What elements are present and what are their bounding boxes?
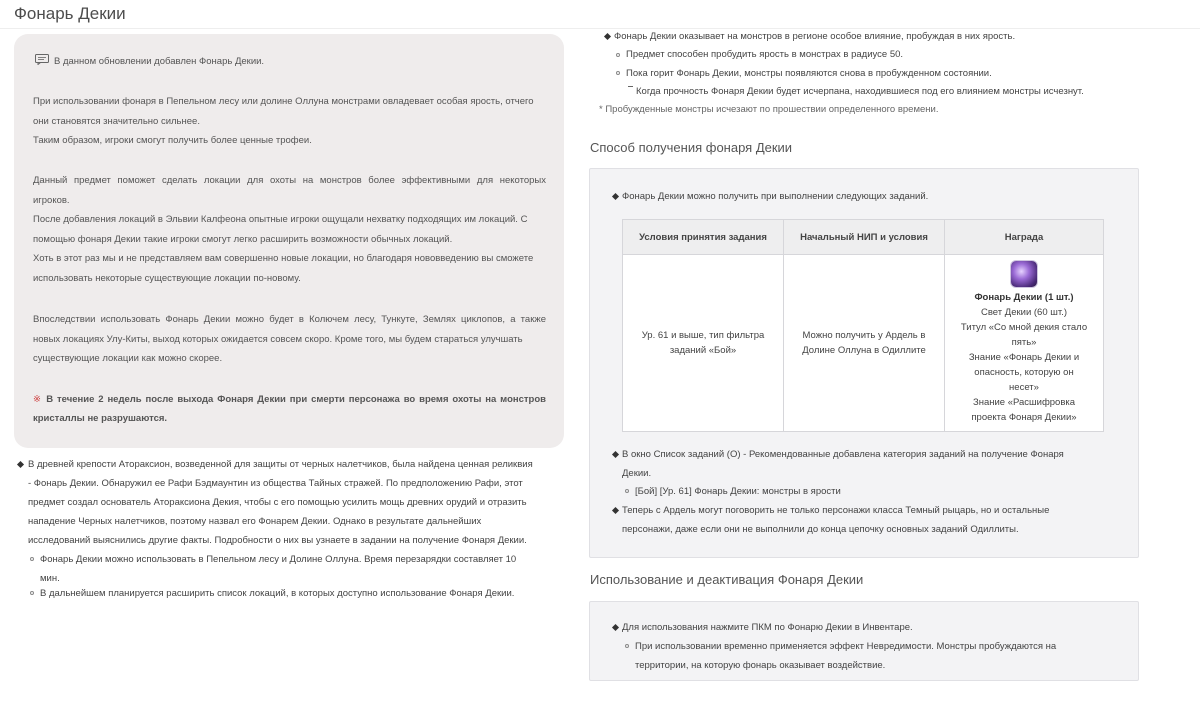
reward-line: опасность, которую он <box>974 367 1074 378</box>
usage-sub-line2: территории, на которую фонарь оказывает воздействие. <box>635 660 886 671</box>
reward-line: Свет Декии (60 шт.) <box>981 307 1067 318</box>
obtain-note1-line2: Декии. <box>622 468 652 479</box>
table-header: Начальный НИП и условия <box>784 220 945 255</box>
page-title: Фонарь Декии <box>14 4 126 23</box>
notice-p3-line1: Впоследствии использовать Фонарь Декии можно будет в Колючем лесу, Тункуте, Землях циклопов, а также <box>33 314 546 325</box>
notice-p3-line2: новых локациях Улу-Киты, выход которых ожидается совсем скоро. Кроме того, мы будем стараться улучшать <box>33 334 523 345</box>
lore-line-3: предмет создал основатель Атораксиона Декия, чтобы с его помощью усилить мощь древних орудий и отразить <box>28 497 527 508</box>
usage-heading: Использование и деактивация Фонаря Декии <box>590 572 864 587</box>
lore-sub1-line1: Фонарь Декии можно использовать в Пепельном лесу и Долине Оллуна. Время перезарядки составляет 10 <box>40 554 517 565</box>
notice-p2-line3: После добавления локаций в Эльвии Калфеона опытные игроки ощущали нехватку подходящих им локаций. С <box>33 214 528 225</box>
conditions-line: заданий «Бой» <box>669 345 737 356</box>
obtain-note1-sub: [Бой] [Ур. 61] Фонарь Декии: монстры в ярости <box>635 486 841 497</box>
reward-line: Знание «Фонарь Декии и <box>968 352 1080 363</box>
obtain-heading: Способ получения фонаря Декии <box>590 140 793 155</box>
bullet-diamond-icon <box>604 33 611 40</box>
npc-line: Можно получить у Ардель в <box>802 330 926 341</box>
npc-line: Долине Оллуна в Одиллите <box>802 345 926 356</box>
notice-warning-line1 <box>33 390 546 410</box>
notice-p3-line3: существующие локации как можно скорее. <box>33 353 223 364</box>
table-header-row <box>623 220 1104 255</box>
table-header: Условия принятия задания <box>623 220 784 255</box>
table-header: Награда <box>945 220 1104 255</box>
reward-line: Титул «Со мной декия стало <box>960 322 1088 333</box>
table-cell-reward <box>945 255 1104 432</box>
usage-sub-line1: При использовании временно применяется эффект Невредимости. Монстры пробуждаются на <box>635 641 1057 652</box>
effects-sub1: Предмет способен пробудить ярость в монстрах в радиусе 50. <box>626 49 904 60</box>
notice-intro: В данном обновлении добавлен Фонарь Декии. <box>54 56 265 67</box>
lore-sub2: В дальнейшем планируется расширить список локаций, в которых доступно использование Фонаря Декии. <box>40 588 515 599</box>
notice-p1-line3: Таким образом, игроки смогут получить более ценные трофеи. <box>33 135 312 146</box>
bullet-circle-icon <box>616 53 620 57</box>
obtain-note1-line1: В окно Список заданий (O) - Рекомендованные добавлена категория заданий на получение Фонаря <box>622 449 1064 460</box>
bullet-circle-icon <box>625 489 629 493</box>
bullet-circle-icon <box>625 644 629 648</box>
table-row <box>623 255 1104 432</box>
effects-note: * Пробужденные монстры исчезают по прошествии определенного времени. <box>599 104 939 115</box>
lore-line-5: исследований выяснились другие факты. Подробности о них вы узнаете в задании на получение Фонаря Декии. <box>28 535 527 546</box>
notice-p2-line6: использовать некоторые существующие локации по-новому. <box>33 273 301 284</box>
lore-line-2: - Фонарь Декии. Обнаружил ее Рафи Бэдмаунтин из общества Тайных стражей. По предположению Рафи, этот <box>28 478 523 489</box>
bullet-circle-icon <box>30 557 34 561</box>
chat-bubble-icon <box>35 54 49 65</box>
table-cell-npc <box>784 255 945 432</box>
effects-main: Фонарь Декии оказывает на монстров в регионе особое влияние, пробуждая в них ярость. <box>614 31 1016 42</box>
bullet-dash-icon <box>628 86 633 87</box>
notice-warning-line2: кристаллы не разрушаются. <box>33 413 168 424</box>
table-cell-conditions <box>623 255 784 432</box>
warning-mark: ※ <box>33 394 43 405</box>
conditions-line: Ур. 61 и выше, тип фильтра <box>641 330 765 341</box>
title-divider <box>0 28 1200 29</box>
notice-p2-line4: помощью фонаря Декии такие игроки смогут легко расширить возможности обычных локаций. <box>33 234 453 245</box>
warning-text-1: В течение 2 недель после выхода Фонаря Декии при смерти персонажа во время охоты на монстров <box>46 394 547 405</box>
notice-p2-line5: Хоть в этот раз мы и не представляем вам совершенно новые локации, но благодаря нововведению вы сможете <box>33 253 534 264</box>
reward-name: Фонарь Декии (1 шт.) <box>974 292 1074 303</box>
lore-sub1-line2: мин. <box>40 573 60 584</box>
notice-box <box>14 34 564 448</box>
usage-main: Для использования нажмите ПКМ по Фонарю Декии в Инвентаре. <box>622 622 913 633</box>
obtain-note2-line2: персонажи, даже если они не выполнили до конца цепочку основных заданий Одиллиты. <box>622 524 1019 535</box>
reward-line: пять» <box>1011 337 1037 348</box>
notice-p1-line2: они становятся значительно сильнее. <box>33 116 200 127</box>
bullet-circle-icon <box>616 71 620 75</box>
effects-subsub: Когда прочность Фонаря Декии будет исчерпана, находившиеся под его влиянием монстры исчезнут. <box>636 86 1084 97</box>
notice-p1-line1: При использовании фонаря в Пепельном лесу или долине Оллуна монстрами овладевает особая ярость, отчего <box>33 96 534 107</box>
bullet-circle-icon <box>30 591 34 595</box>
lore-line-1: В древней крепости Атораксион, возведенной для защиты от черных налетчиков, была найдена ценная реликвия <box>28 459 533 470</box>
lore-line-4: нападение Черных налетчиков, поэтому назвал его Фонарем Декии. Однако в результате дальнейших <box>28 516 482 527</box>
reward-line: проекта Фонаря Декии» <box>971 412 1077 423</box>
obtain-intro: Фонарь Декии можно получить при выполнении следующих заданий. <box>622 191 929 202</box>
obtain-note2-line1: Теперь с Ардель могут поговорить не только персонажи класса Темный рыцарь, но и остальные <box>622 505 1050 516</box>
notice-p2-line1: Данный предмет поможет сделать локации для охоты на монстров более эффективными для некоторых <box>33 175 546 186</box>
reward-line: несет» <box>1009 382 1039 393</box>
quest-table <box>622 219 1104 432</box>
bullet-diamond-icon <box>17 461 24 468</box>
reward-line: Знание «Расшифровка <box>972 397 1076 408</box>
notice-p2-line2: игроков. <box>33 195 70 206</box>
effects-sub2: Пока горит Фонарь Декии, монстры появляются снова в пробужденном состоянии. <box>626 68 992 79</box>
lantern-item-icon[interactable] <box>1011 261 1037 287</box>
